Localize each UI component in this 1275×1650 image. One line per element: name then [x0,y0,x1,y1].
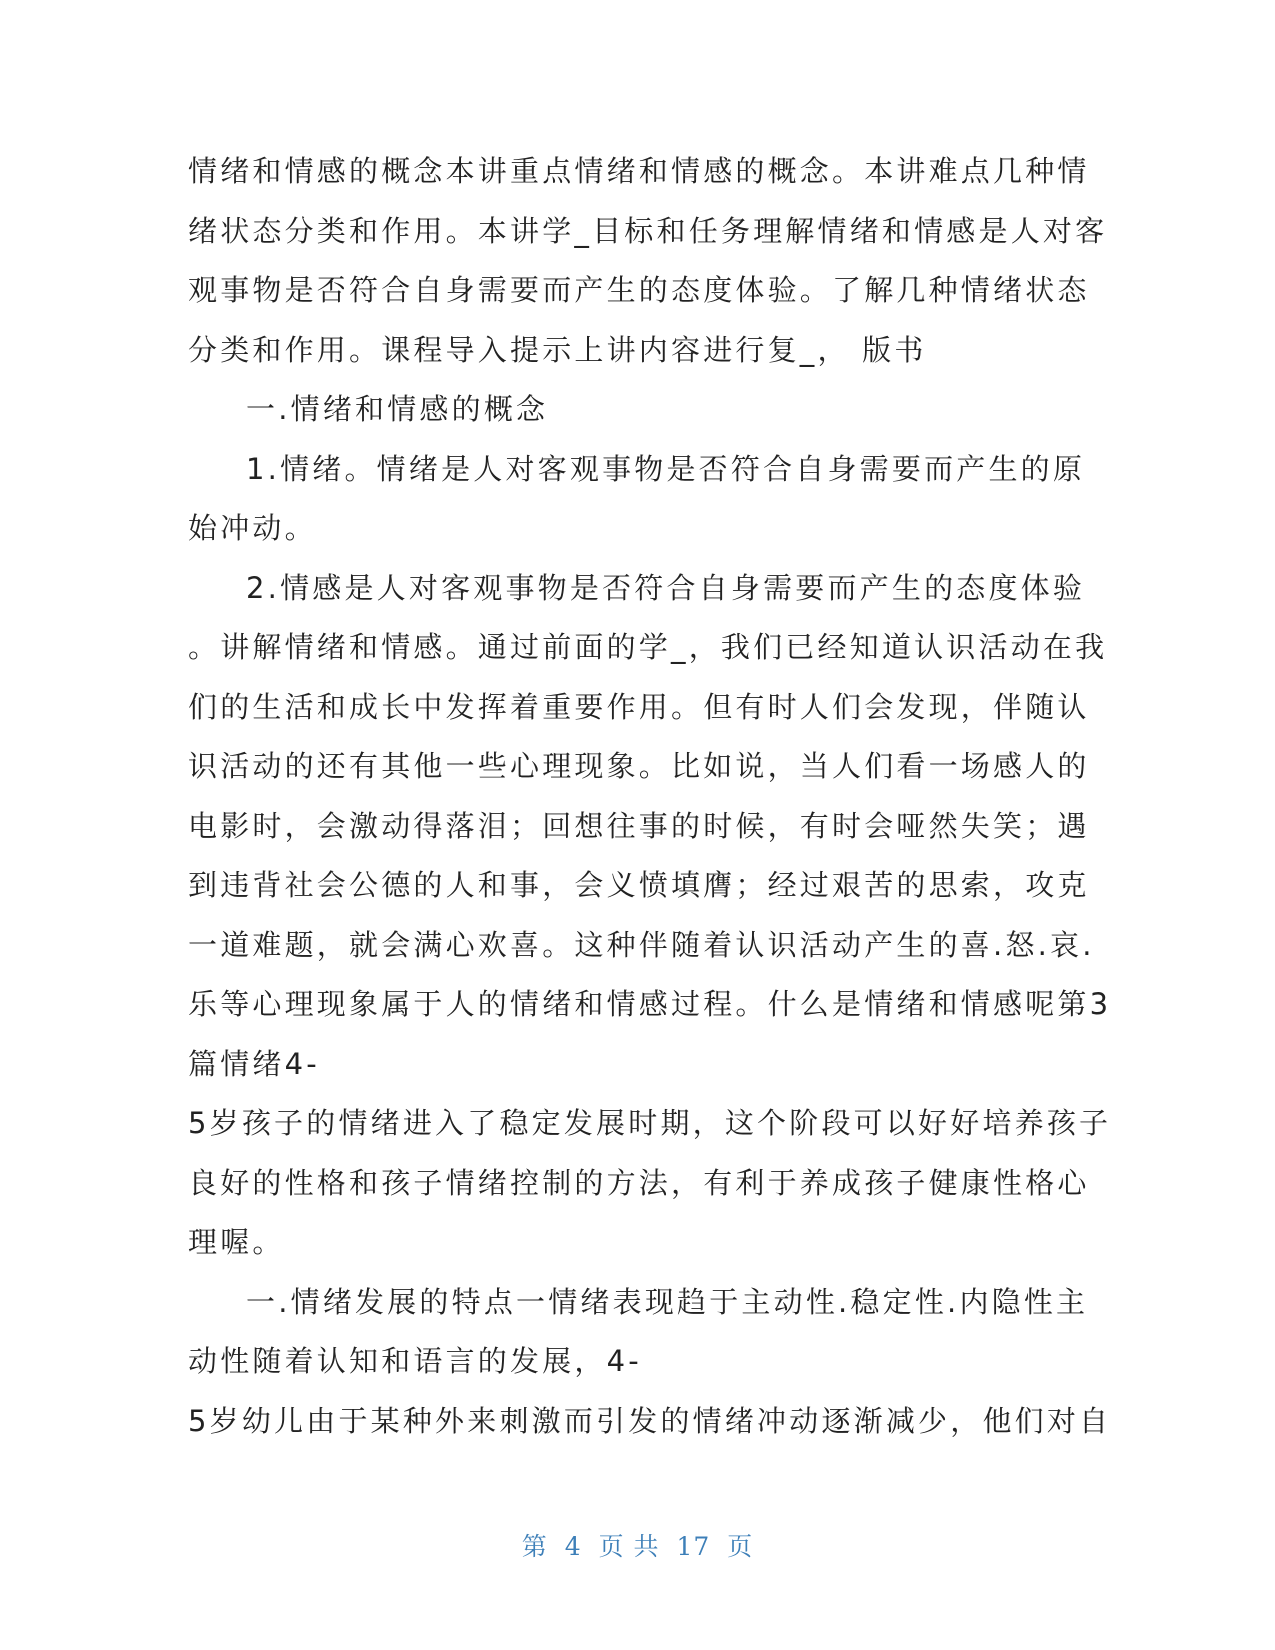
text-line: 5岁幼儿由于某种外来刺激而引发的情绪冲动逐渐减少，他们对自 [188,1403,1112,1438]
text-line: 篇情绪4- [188,1046,320,1081]
text-line: 情绪和情感的概念本讲重点情绪和情感的概念。本讲难点几种情 [188,154,1090,188]
text-line: 5岁孩子的情绪进入了稳定发展时期，这个阶段可以好好培养孩子 [188,1106,1112,1140]
text-line: 一道难题，就会满心欢喜。这种伴随着认识活动产生的喜.怒.哀. [188,927,1095,962]
text-line: 始冲动。 [188,511,317,545]
text-line: 们的生活和成长中发挥着重要作用。但有时人们会发现，伴随认 [188,689,1090,724]
text-line: 乐等心理现象属于人的情绪和情感过程。什么是情绪和情感呢第3 [188,987,1112,1021]
text-line: 电影时，会激动得落泪；回想往事的时候，有时会哑然失笑；遇 [188,808,1090,843]
text-line: 动性随着认知和语言的发展，4- [188,1344,642,1378]
footer-middle: 页 共 [598,1532,660,1561]
text-line: 到违背社会公德的人和事，会义愤填膺；经过艰苦的思索，攻克 [188,868,1090,902]
text-line: 2.情感是人对客观事物是否符合自身需要而产生的态度体验 [246,570,1086,605]
text-line: 绪状态分类和作用。本讲学_目标和任务理解情绪和情感是人对客 [188,213,1108,248]
page-footer [0,1527,1275,1563]
footer-prefix: 第 [521,1532,548,1561]
text-line: 1.情绪。情绪是人对客观事物是否符合自身需要而产生的原 [246,451,1086,486]
text-line: 。讲解情绪和情感。通过前面的学_，我们已经知道认识活动在我 [188,630,1108,664]
text-line: 良好的性格和孩子情绪控制的方法，有利于养成孩子健康性格心 [188,1165,1090,1200]
section-heading: 一.情绪和情感的概念 [246,392,549,426]
total-pages-number: 17 [676,1532,711,1561]
section-heading: 一.情绪发展的特点一情绪表现趋于主动性.稳定性.内隐性主 [246,1284,1089,1319]
current-page-number: 4 [564,1532,582,1561]
text-line: 观事物是否符合自身需要而产生的态度体验。了解几种情绪状态 [188,273,1090,307]
document-body [188,142,1112,1451]
text-line: 理喔。 [188,1225,285,1259]
footer-suffix: 页 [727,1532,754,1561]
text-line: 分类和作用。课程导入提示上讲内容进行复_， 版书 [188,332,927,367]
text-line: 识活动的还有其他一些心理现象。比如说，当人们看一场感人的 [188,749,1090,783]
